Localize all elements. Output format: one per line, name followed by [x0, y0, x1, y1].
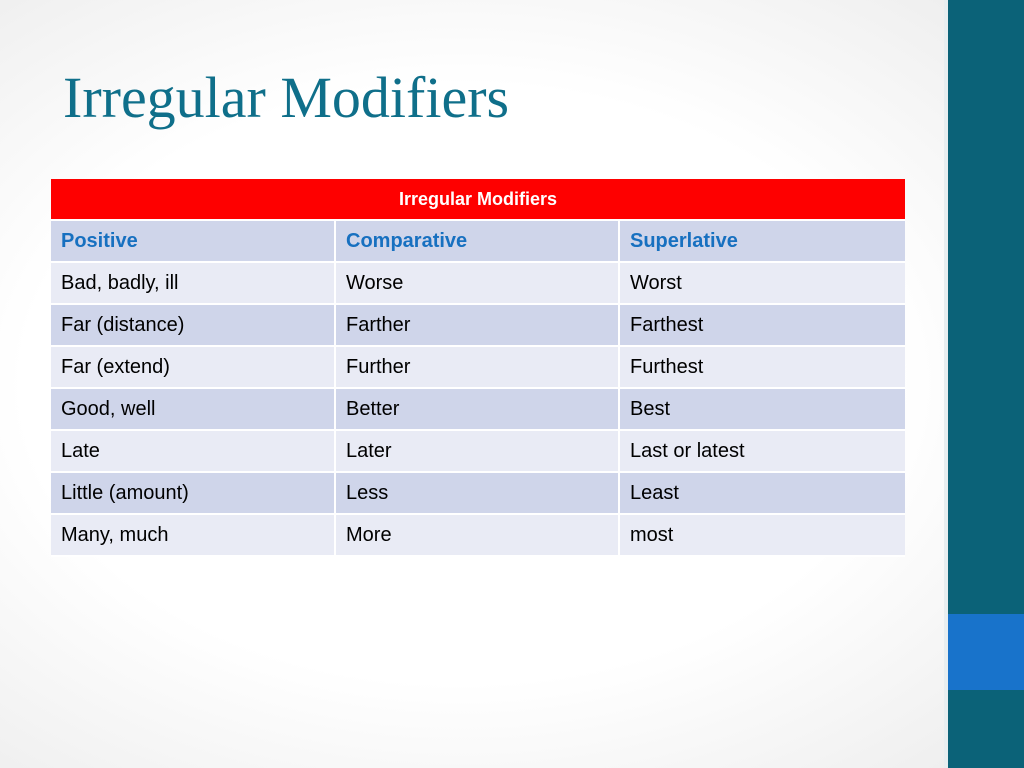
table-row — [51, 388, 905, 430]
table-row — [51, 304, 905, 346]
cell-positive: Good, well — [51, 388, 335, 430]
column-header-positive: Positive — [51, 220, 335, 262]
cell-superlative: Last or latest — [619, 430, 905, 472]
cell-comparative: More — [335, 514, 619, 556]
cell-positive: Bad, badly, ill — [51, 262, 335, 304]
cell-comparative: Further — [335, 346, 619, 388]
slide-title: Irregular Modifiers — [63, 65, 510, 130]
table-caption: Irregular Modifiers — [51, 179, 905, 220]
cell-comparative: Less — [335, 472, 619, 514]
table-caption-row — [51, 179, 905, 220]
table-row — [51, 472, 905, 514]
table-row — [51, 514, 905, 556]
table-header-row — [51, 220, 905, 262]
cell-positive: Far (distance) — [51, 304, 335, 346]
cell-comparative: Worse — [335, 262, 619, 304]
side-bar-accent — [948, 614, 1024, 690]
cell-positive: Many, much — [51, 514, 335, 556]
cell-positive: Far (extend) — [51, 346, 335, 388]
cell-superlative: Farthest — [619, 304, 905, 346]
side-bar — [948, 0, 1024, 768]
cell-superlative: most — [619, 514, 905, 556]
cell-superlative: Worst — [619, 262, 905, 304]
cell-comparative: Farther — [335, 304, 619, 346]
cell-positive: Late — [51, 430, 335, 472]
cell-superlative: Least — [619, 472, 905, 514]
column-header-comparative: Comparative — [335, 220, 619, 262]
table-row — [51, 262, 905, 304]
cell-positive: Little (amount) — [51, 472, 335, 514]
table-row — [51, 430, 905, 472]
cell-superlative: Furthest — [619, 346, 905, 388]
table-row — [51, 346, 905, 388]
cell-comparative: Better — [335, 388, 619, 430]
column-header-superlative: Superlative — [619, 220, 905, 262]
cell-comparative: Later — [335, 430, 619, 472]
modifiers-table — [51, 179, 905, 557]
cell-superlative: Best — [619, 388, 905, 430]
